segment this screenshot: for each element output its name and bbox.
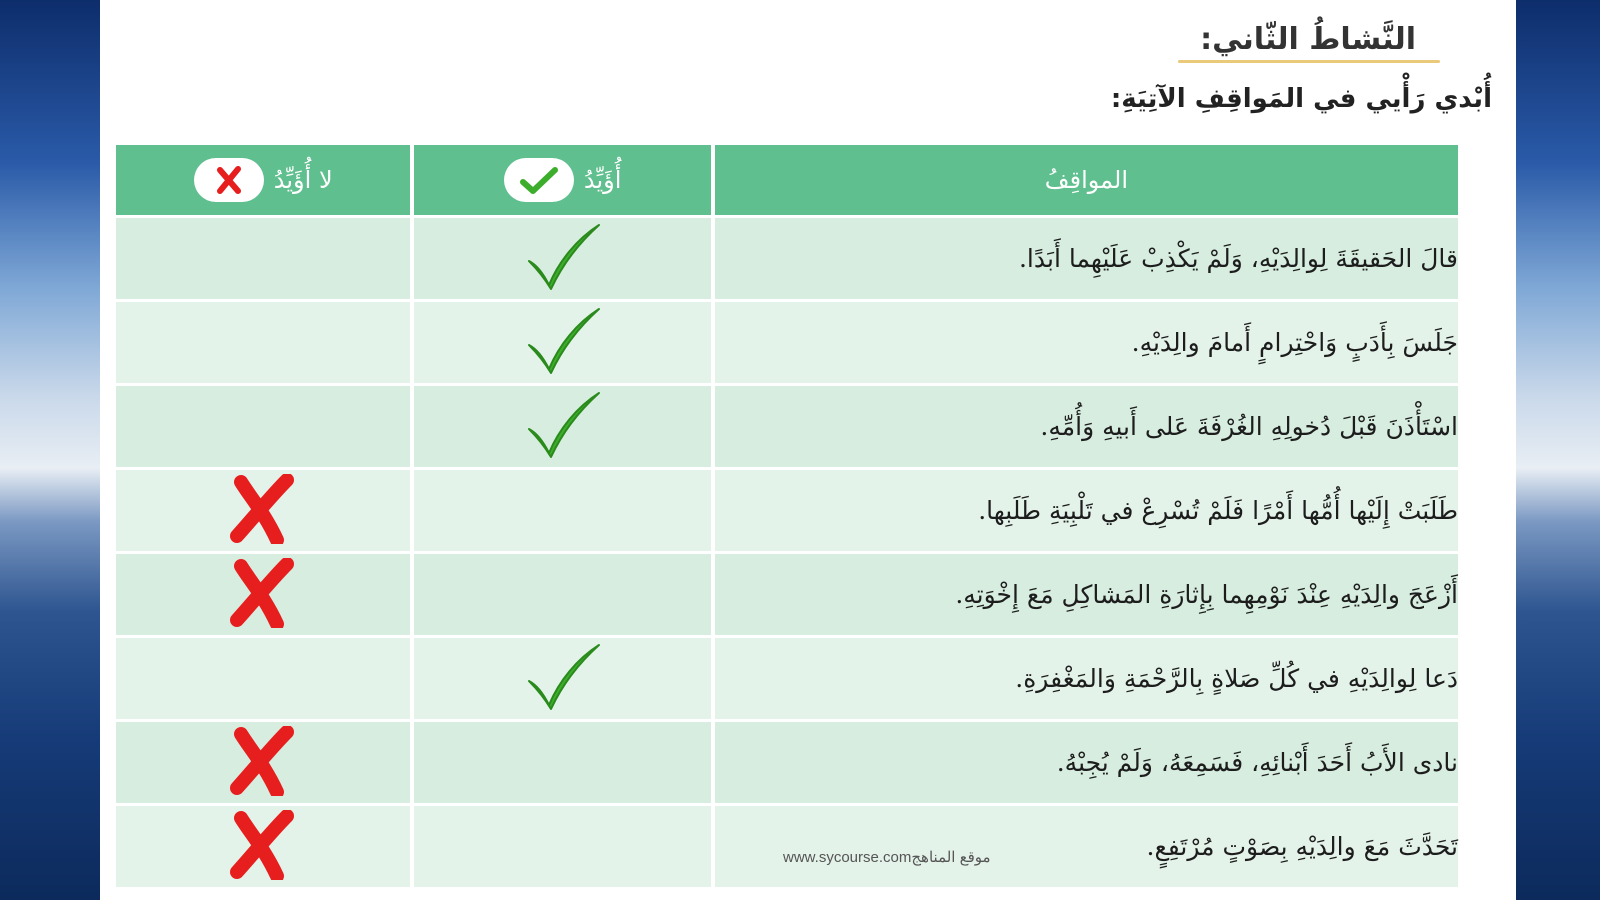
situation-text: دَعا لِوالِدَيْهِ في كُلِّ صَلاةٍ بِالرَّحْمَةِ وَالمَغْفِرَةِ. [715, 638, 1458, 719]
header-agree-label: أُؤَيِّدُ [583, 166, 622, 194]
agree-cell[interactable] [414, 638, 710, 719]
check-icon [523, 698, 603, 717]
agree-cell[interactable] [414, 806, 710, 887]
check-icon [523, 362, 603, 381]
disagree-cell[interactable] [116, 554, 410, 635]
situation-text: قالَ الحَقيقَةَ لِوالِدَيْهِ، وَلَمْ يَكْذِبْ عَلَيْهِما أَبَدًا. [715, 218, 1458, 299]
disagree-cell[interactable] [116, 218, 410, 299]
disagree-cell[interactable] [116, 386, 410, 467]
disagree-cell[interactable] [116, 470, 410, 551]
check-icon [523, 446, 603, 465]
header-situations: المواقِفُ [715, 145, 1458, 215]
opinion-table [112, 142, 1462, 890]
situation-text: تَحَدَّثَ مَعَ والِدَيْهِ بِصَوْتٍ مُرْتَفِعٍ. [715, 806, 1458, 887]
agree-cell[interactable] [414, 722, 710, 803]
header-check-badge [504, 158, 574, 202]
disagree-cell[interactable] [116, 638, 410, 719]
watermark-text: www.sycourse.comموقع المناهج [783, 849, 991, 866]
cross-icon [227, 529, 299, 548]
cross-icon [212, 165, 246, 195]
table-row [116, 638, 1458, 719]
header-disagree-label: لا أُؤَيِّدُ [273, 166, 333, 194]
header-agree [414, 145, 710, 215]
table-row [116, 722, 1458, 803]
table-body [116, 218, 1458, 887]
check-icon [519, 166, 559, 194]
header-disagree [116, 145, 410, 215]
instruction-text: أُبْدي رَأْيي في المَواقِفِ الآتِيَةِ: [1110, 84, 1492, 114]
cross-icon [227, 781, 299, 800]
cross-icon [227, 865, 299, 884]
check-icon [523, 278, 603, 297]
table-row [116, 470, 1458, 551]
situation-text: أَزْعَجَ والِدَيْهِ عِنْدَ نَوْمِهِما بِإِثارَةِ المَشاكِلِ مَعَ إِخْوَتِهِ. [715, 554, 1458, 635]
agree-cell[interactable] [414, 302, 710, 383]
disagree-cell[interactable] [116, 722, 410, 803]
title-underline [1178, 60, 1440, 63]
activity-title: النَّشاطُ الثّاني: [1200, 22, 1416, 57]
table-row [116, 386, 1458, 467]
table-row [116, 806, 1458, 887]
table-row [116, 218, 1458, 299]
agree-cell[interactable] [414, 554, 710, 635]
disagree-cell[interactable] [116, 302, 410, 383]
agree-cell[interactable] [414, 218, 710, 299]
table-row [116, 302, 1458, 383]
table-header-row [116, 145, 1458, 215]
situation-text: طَلَبَتْ إِلَيْها أُمُّها أَمْرًا فَلَمْ تُسْرِعْ في تَلْبِيَةِ طَلَبِها. [715, 470, 1458, 551]
situation-text: جَلَسَ بِأَدَبٍ وَاحْتِرامٍ أَمامَ والِدَيْهِ. [715, 302, 1458, 383]
slide-page [100, 0, 1516, 900]
situation-text: نادى الأَبُ أَحَدَ أَبْنائِهِ، فَسَمِعَهُ، وَلَمْ يُجِبْهُ. [715, 722, 1458, 803]
table-row [116, 554, 1458, 635]
header-cross-badge [194, 158, 264, 202]
right-backdrop [1516, 0, 1600, 900]
left-backdrop [0, 0, 100, 900]
agree-cell[interactable] [414, 386, 710, 467]
agree-cell[interactable] [414, 470, 710, 551]
situation-text: اسْتَأْذَنَ قَبْلَ دُخولِهِ الغُرْفَةَ عَلى أَبيهِ وَأُمِّهِ. [715, 386, 1458, 467]
cross-icon [227, 613, 299, 632]
disagree-cell[interactable] [116, 806, 410, 887]
